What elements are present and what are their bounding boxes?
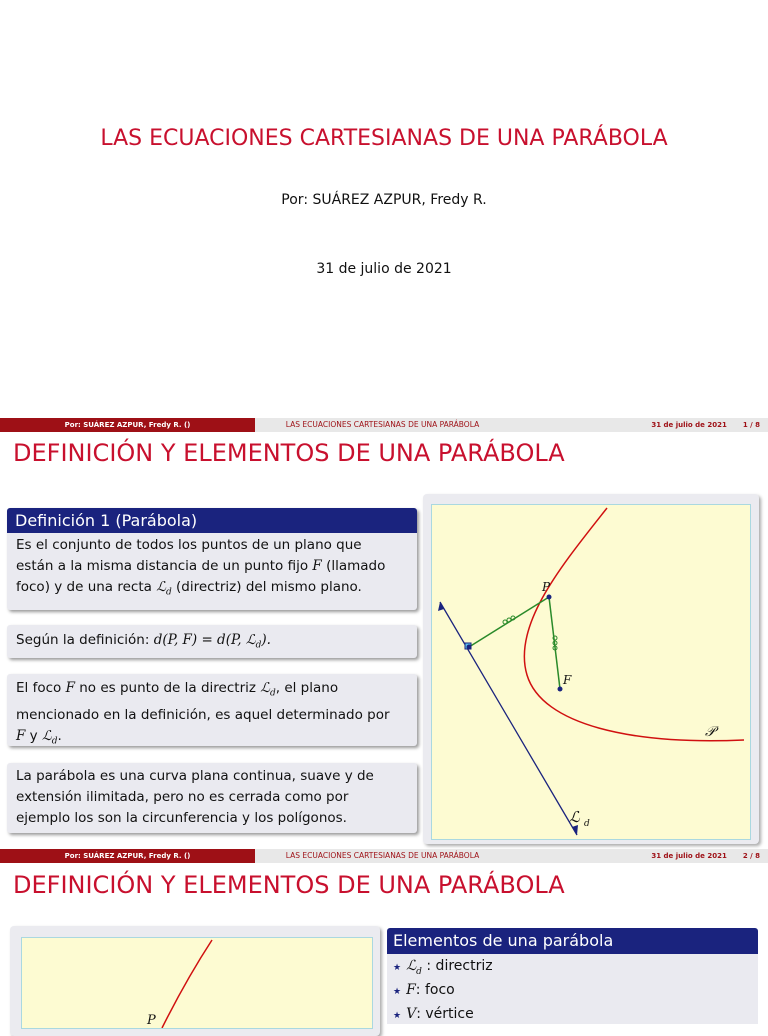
element-item-directrix — [387, 954, 758, 978]
formula-text: Según la definición: — [16, 632, 154, 648]
figure-canvas-1 — [431, 504, 751, 840]
element-symbol: F — [406, 982, 416, 998]
note-text: no es punto de la directriz — [74, 680, 261, 696]
tick-mark — [503, 620, 507, 624]
focus-note-body — [7, 674, 417, 758]
footer-date: 31 de julio de 2021 — [651, 421, 727, 429]
point-P — [547, 595, 552, 600]
point-on-directrix — [467, 645, 472, 650]
label-P-2: P — [147, 1013, 156, 1028]
label-Ld: ℒ — [569, 808, 580, 826]
author: Por: SUÁREZ AZPUR, Fredy R. — [281, 192, 487, 208]
point-F — [558, 687, 563, 692]
star-icon: ★ — [393, 1011, 402, 1021]
footer-page: 2 / 8 — [742, 852, 760, 860]
frame-title-2: DEFINICIÓN Y ELEMENTOS DE UNA PARÁBOLA — [13, 871, 565, 899]
footer-date: 31 de julio de 2021 — [651, 852, 727, 860]
star-icon: ★ — [393, 987, 402, 997]
footer-author: Por: SUÁREZ AZPUR, Fredy R. () — [0, 849, 255, 863]
note-line-1 — [16, 678, 408, 705]
definition-header: Definición 1 (Parábola) — [7, 508, 417, 533]
definition-body — [7, 533, 417, 610]
formula-sub: d — [255, 640, 262, 651]
def-line-2 — [16, 556, 408, 577]
footer-title: LAS ECUACIONES CARTESIANAS DE UNA PARÁBOLA — [255, 418, 510, 432]
note-Ld2: ℒ — [41, 727, 52, 744]
footer-author: Por: SUÁREZ AZPUR, Fredy R. () — [0, 418, 255, 432]
def-text: están a la misma distancia de un punto fijo — [16, 558, 313, 574]
formula-end: ). — [261, 632, 271, 648]
parabola-note-body — [7, 763, 417, 835]
element-label: : vértice — [416, 1006, 474, 1022]
element-symbol: ℒ — [406, 958, 417, 974]
def-F: F — [312, 558, 322, 574]
elements-list — [387, 954, 758, 1024]
presentation-title: LAS ECUACIONES CARTESIANAS DE UNA PARÁBOLA — [100, 126, 668, 151]
footer-info — [510, 849, 768, 863]
block-definition-formula — [7, 625, 417, 658]
parabola-curve — [524, 508, 744, 741]
parabola-figure-2 — [22, 938, 372, 1028]
title-slide — [0, 0, 768, 418]
note-F2: F — [16, 727, 26, 744]
def-Ld-sub: d — [165, 587, 172, 598]
block-focus-note — [7, 674, 417, 746]
label-parabola: 𝒫 — [705, 724, 716, 740]
note-F: F — [65, 680, 75, 696]
footer-title: LAS ECUACIONES CARTESIANAS DE UNA PARÁBOLA — [255, 849, 510, 863]
note-line-3 — [16, 726, 408, 753]
note-line-2: mencionado en la definición, es aquel determinado por — [16, 706, 390, 723]
def-line-3 — [16, 577, 408, 604]
note-text: y — [25, 727, 42, 744]
footer-page: 1 / 8 — [742, 421, 760, 429]
element-label: : directriz — [421, 958, 493, 974]
definition-block — [7, 508, 417, 610]
element-item-foco — [387, 978, 758, 1002]
slide-footer-2 — [0, 849, 768, 863]
segment-P-focus — [549, 597, 560, 689]
def-text: foco) y de una recta — [16, 579, 157, 595]
def-Ld: ℒ — [156, 579, 166, 595]
element-label: : foco — [415, 982, 455, 998]
note-text: , el plano — [275, 680, 339, 696]
elements-header: Elementos de una parábola — [387, 928, 758, 954]
figure-canvas-2 — [21, 937, 373, 1029]
note-Ld: ℒ — [260, 680, 270, 696]
label-P: P — [542, 580, 551, 594]
def-line-1: Es el conjunto de todos los puntos de un plano que — [16, 537, 362, 553]
parabola-curve-2 — [162, 940, 212, 1028]
element-item-vertice — [387, 1002, 758, 1026]
formula-body — [7, 625, 417, 663]
frame-title-1: DEFINICIÓN Y ELEMENTOS DE UNA PARÁBOLA — [13, 439, 565, 467]
slide-footer-1 — [0, 418, 768, 432]
parabola-figure — [432, 505, 750, 839]
element-symbol-sub: d — [416, 966, 422, 977]
directrix-arrow-bottom — [572, 825, 578, 835]
formula: d(P, F) = d(P, ℒ — [153, 632, 256, 648]
footer-info — [510, 418, 768, 432]
label-Ld-sub: d — [584, 819, 590, 829]
pnote-line-3: ejemplo los son la circunferencia y los polígonos. — [16, 810, 347, 826]
def-text: (llamado — [321, 558, 386, 574]
pnote-line-1: La parábola es una curva plana continua, suave y de — [16, 768, 374, 784]
note-Ld2-sub: d — [51, 736, 58, 747]
note-text: El foco — [16, 680, 66, 696]
def-text: (directriz) del mismo plano. — [171, 579, 362, 595]
block-parabola-note — [7, 763, 417, 833]
note-text: . — [57, 727, 62, 744]
note-Ld-sub: d — [269, 688, 276, 699]
star-icon: ★ — [393, 963, 402, 973]
presentation-date: 31 de julio de 2021 — [316, 261, 452, 277]
element-symbol: V — [406, 1006, 417, 1022]
pnote-line-2: extensión ilimitada, pero no es cerrada como por — [16, 789, 349, 805]
label-F: F — [563, 673, 572, 687]
